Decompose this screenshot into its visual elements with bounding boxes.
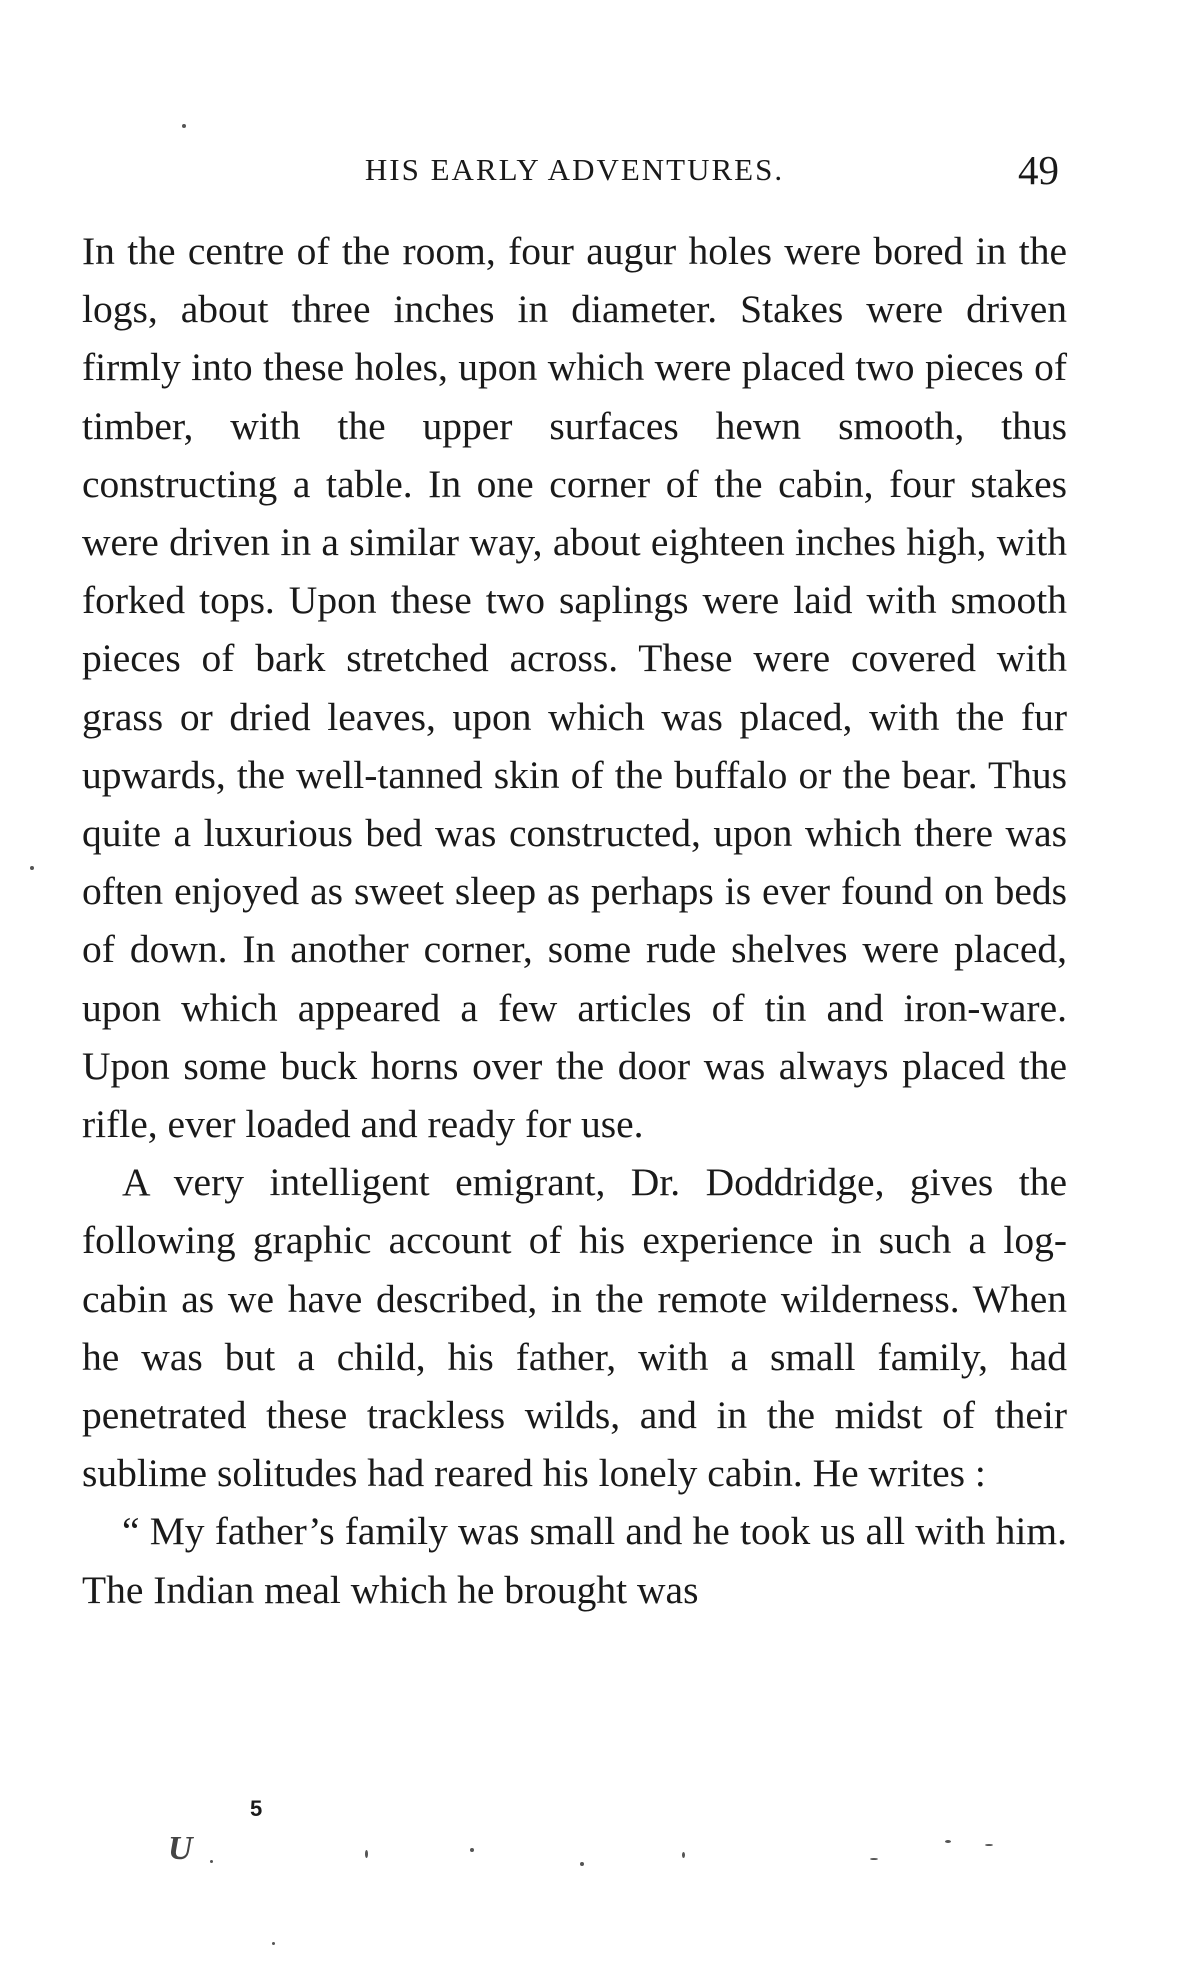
scan-speck [365,1850,368,1858]
page-number: 49 [1018,147,1059,193]
paragraph: In the centre of the room, four augur holes were bored in the logs, about three inches in diameter. Stakes were driven firmly into these holes, upon which were placed two pieces of timber, with the upper surfaces hewn smooth, thus constructing a table. In one corner of the cabin, four stakes were driven in a similar way, about eighteen inches high, with forked tops. Upon these two saplings were laid with smooth pieces of bark stretched across. These were covered with grass or dried leaves, upon which was placed, with the fur upwards, the well-tanned skin of the buffalo or the bear. Thus quite a luxurious bed was constructed, upon which there was often enjoyed as sweet sleep as perhaps is ever found on beds of down. In another corner, some rude shelves were placed, upon which appeared a few articles of tin and iron-ware. Upon some buck horns over the door was always placed the rifle, ever loaded and ready for use. [82,229,1067,1147]
paragraph: “ My father’s family was small and he took us all with him. The Indian meal which he brought was [82,1509,1067,1612]
scan-speck [682,1852,685,1858]
scan-speck [580,1862,584,1866]
scan-speck [272,1942,275,1945]
bottom-stamp-mark: U [168,1830,193,1867]
body-text [82,222,1067,1619]
signature-mark: 5 [250,1796,263,1821]
scan-speck [210,1860,213,1863]
scan-speck [182,124,186,128]
running-title: HIS EARLY ADVENTURES. [364,152,785,187]
scan-speck [945,1840,951,1843]
running-head [82,148,1067,192]
scan-speck [985,1844,993,1846]
scan-speck [870,1858,878,1860]
scan-speck [470,1848,474,1852]
paragraph: A very intelligent emigrant, Dr. Doddridge, gives the following graphic account of his experience in such a log-cabin as we have described, in the remote wilderness. When he was but a child, his father, with a small family, had penetrated these trackless wilds, and in the midst of their sublime solitudes had reared his lonely cabin. He writes : [82,1160,1067,1496]
scan-speck [30,866,34,870]
